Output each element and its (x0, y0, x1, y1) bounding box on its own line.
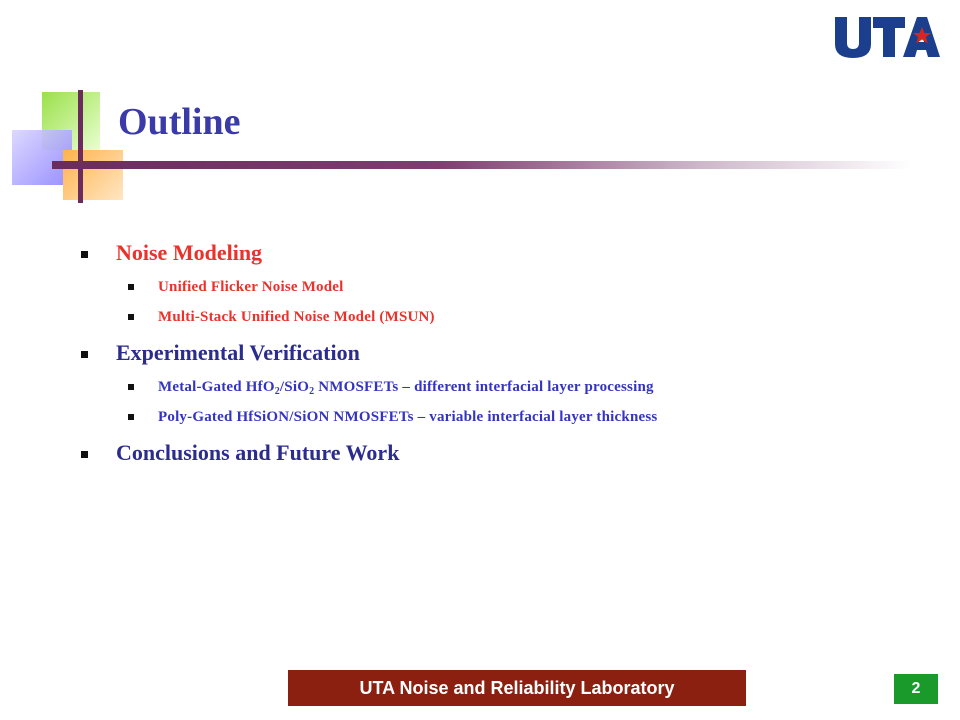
footer-lab-name: UTA Noise and Reliability Laboratory (288, 670, 746, 706)
sub-bullet-unified-flicker: Unified Flicker Noise Model (78, 272, 657, 302)
decor-orange-square (63, 150, 123, 200)
bullet-noise-modeling: Noise Modeling (78, 238, 657, 268)
bullet-conclusions: Conclusions and Future Work (78, 438, 657, 468)
decor-vertical-bar (78, 90, 83, 203)
slide-title: Outline (118, 101, 241, 143)
outline-list (78, 238, 657, 468)
sub-bullet-poly-gated: Poly-Gated HfSiON/SiON NMOSFETs – variable interfacial layer thickness (78, 402, 657, 432)
sub-bullet-metal-gated: Metal-Gated HfO$_2$/SiO$_2$ NMOSFETs – different interfacial layer processing (78, 372, 657, 402)
page-number: 2 (894, 674, 938, 704)
title-underline-bar (52, 161, 912, 169)
uta-logo (833, 13, 941, 59)
bullet-experimental-verification: Experimental Verification (78, 338, 657, 368)
sub-bullet-msun: Multi-Stack Unified Noise Model (MSUN) (78, 302, 657, 332)
